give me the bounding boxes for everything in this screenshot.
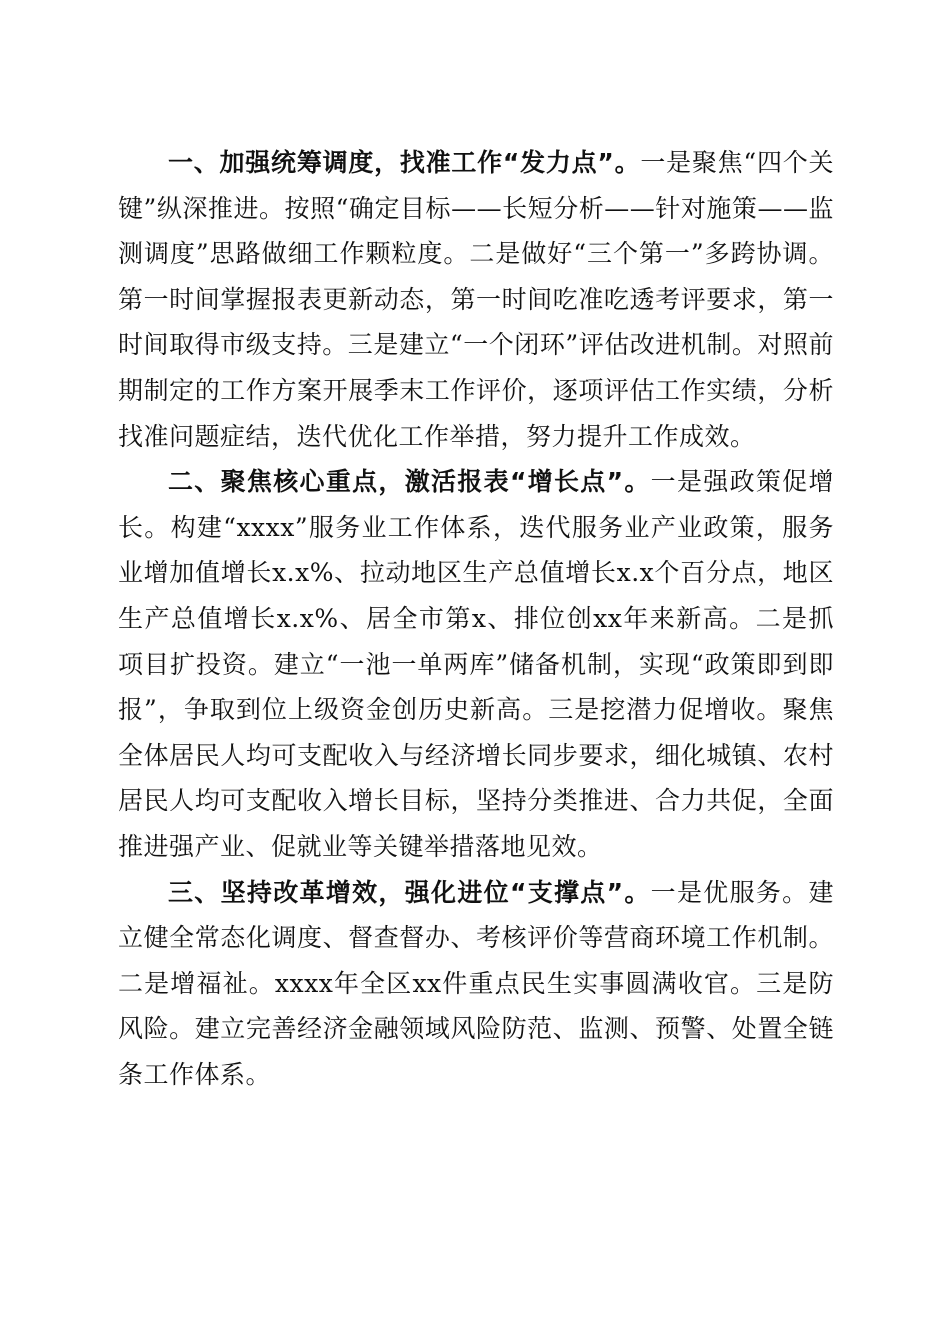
paragraph-3: [118, 870, 834, 1098]
paragraph-1-body: 一是聚焦“四个关键”纵深推进。按照“确定目标——长短分析——针对施策——监测调度”思路做细工作颗粒度。二是做好“三个第一”多跨协调。第一时间掌握报表更新动态，第一时间吃准吃透考评要求，第一时间取得市级支持。三是建立“一个闭环”评估改进机制。对照前期制定的工作方案开展季末工作评价，逐项评估工作实绩，分析找准问题症结，迭代优化工作举措，努力提升工作成效。: [118, 148, 834, 451]
paragraph-2-heading: 二、聚焦核心重点，激活报表“增长点”。: [168, 467, 651, 497]
paragraph-3-body: 一是优服务。建立健全常态化调度、督查督办、考核评价等营商环境工作机制。二是增福祉。xxxx年全区xx件重点民生实事圆满收官。三是防风险。建立完善经济金融领域风险防范、监测、预警、处置全链条工作体系。: [118, 877, 834, 1089]
paragraph-2: [118, 459, 834, 869]
paragraph-3-heading: 三、坚持改革增效，强化进位“支撑点”。: [168, 877, 651, 907]
paragraph-1-heading: 一、加强统筹调度，找准工作“发力点”。: [168, 148, 641, 177]
document-body: [118, 140, 834, 1097]
paragraph-2-body: 一是强政策促增长。构建“xxxx”服务业工作体系，迭代服务业产业政策，服务业增加值增长x.x%、拉动地区生产总值增长x.x个百分点，地区生产总值增长x.x%、居全市第x、排位创xx年来新高。二是抓项目扩投资。建立“一池一单两库”储备机制，实现“政策即到即报”，争取到位上级资金创历史新高。三是挖潜力促增收。聚焦全体居民人均可支配收入与经济增长同步要求，细化城镇、农村居民人均可支配收入增长目标，坚持分类推进、合力共促，全面推进强产业、促就业等关键举措落地见效。: [118, 467, 834, 861]
paragraph-1: [118, 140, 834, 459]
